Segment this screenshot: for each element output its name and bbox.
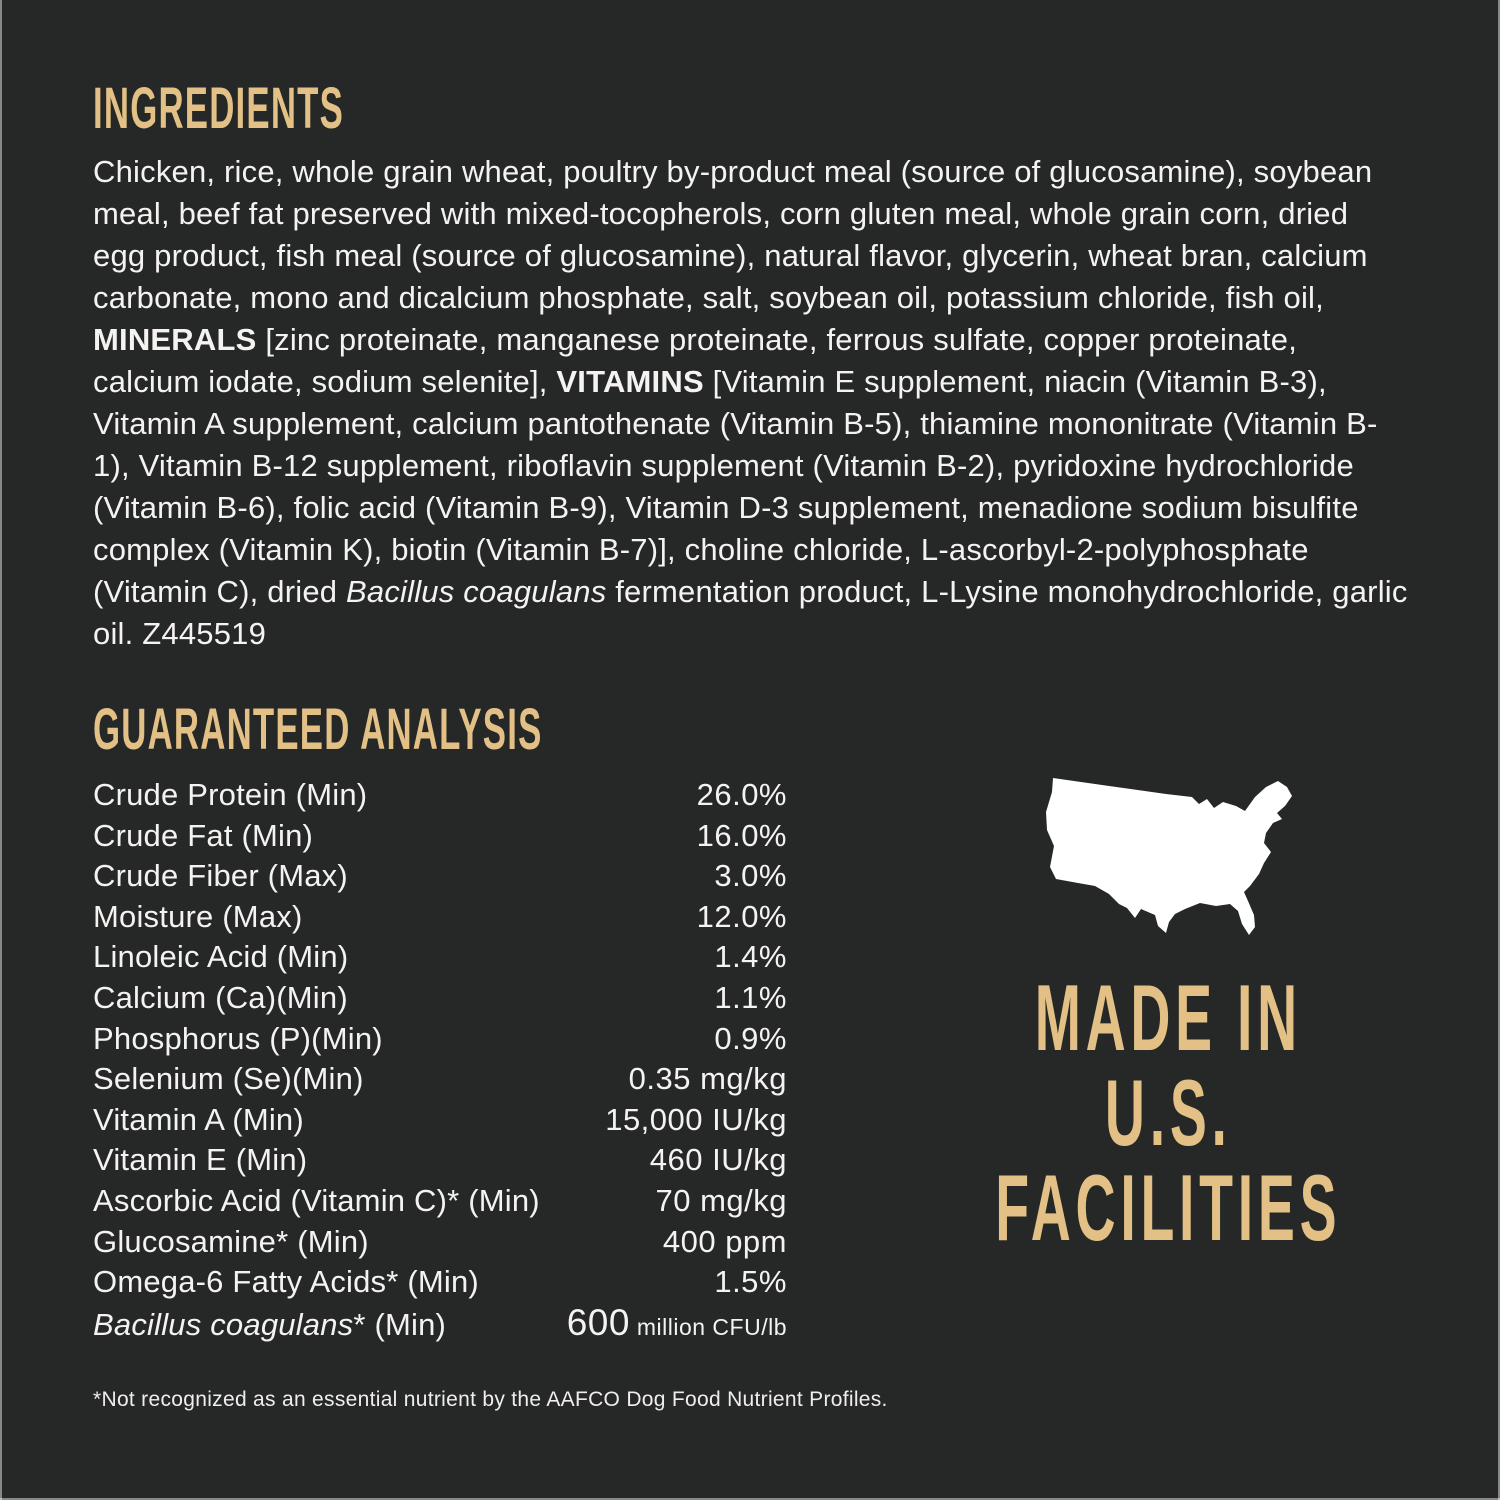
analysis-label: Crude Fat (Min) bbox=[93, 817, 314, 853]
made-in-line3: FACILITIES bbox=[995, 1155, 1342, 1260]
analysis-label: Phosphorus (P)(Min) bbox=[93, 1020, 383, 1056]
analysis-row bbox=[93, 1222, 787, 1263]
analysis-row bbox=[93, 856, 787, 897]
analysis-label: Glucosamine* (Min) bbox=[93, 1223, 369, 1259]
analysis-row bbox=[93, 1262, 787, 1303]
analysis-row bbox=[93, 1303, 787, 1348]
analysis-columns bbox=[93, 775, 1408, 1347]
analysis-row bbox=[93, 816, 787, 857]
analysis-row bbox=[93, 978, 787, 1019]
ingredients-run: fermentation product, L-Lysine monohydrochloride, garlic oil. Z445519 bbox=[93, 574, 1408, 651]
analysis-label: Crude Protein (Min) bbox=[93, 777, 368, 812]
analysis-label: Calcium (Ca)(Min) bbox=[93, 979, 348, 1015]
analysis-row bbox=[93, 1100, 787, 1141]
ingredients-run: [Vitamin E supplement, niacin (Vitamin B-3), Vitamin A supplement, calcium pantothenate (Vitamin B-5), thiamine mononitrate (Vitamin B-1), Vitamin B-12 supplement, riboflavin supplement (Vitamin B-2), pyridoxine hydrochloride (Vitamin B-6), folic acid (Vitamin B-9), Vitamin D-3 supplement, menadione sodium bisulfite complex (Vitamin K), biotin (Vitamin B-7)], choline chloride, L-ascorbyl-2-polyphosphate (Vitamin C), dried bbox=[93, 364, 1378, 609]
analysis-value: 15,000 IU/kg bbox=[605, 1101, 787, 1137]
ingredients-heading: INGREDIENTS bbox=[93, 76, 345, 141]
analysis-row bbox=[93, 897, 787, 938]
analysis-value: 3.0% bbox=[714, 858, 787, 894]
analysis-label: Selenium (Se)(Min) bbox=[93, 1061, 364, 1097]
guaranteed-analysis-table bbox=[93, 775, 787, 1347]
analysis-value: 70 mg/kg bbox=[655, 1182, 787, 1218]
analysis-value-number: 600 bbox=[566, 1301, 630, 1343]
analysis-value: 460 IU/kg bbox=[649, 1142, 787, 1178]
analysis-value: 1.5% bbox=[714, 1264, 787, 1300]
guaranteed-analysis-heading: GUARANTEED ANALYSIS bbox=[93, 697, 543, 762]
ingredients-run: [zinc proteinate, manganese proteinate, ferrous sulfate, copper proteinate, calcium iodate, sodium selenite], bbox=[93, 322, 1298, 399]
analysis-value: 12.0% bbox=[696, 898, 787, 934]
analysis-row bbox=[93, 775, 787, 816]
analysis-value: 0.9% bbox=[714, 1020, 787, 1056]
analysis-row bbox=[93, 1140, 787, 1181]
analysis-label: Omega-6 Fatty Acids* (Min) bbox=[93, 1264, 479, 1300]
usa-map-icon bbox=[1042, 775, 1294, 937]
ingredients-group-name: MINERALS bbox=[93, 322, 257, 357]
analysis-value: 16.0% bbox=[696, 817, 787, 853]
analysis-label: Moisture (Max) bbox=[93, 898, 303, 934]
analysis-value: 1.4% bbox=[714, 939, 787, 975]
ingredients-group-name: VITAMINS bbox=[556, 364, 704, 399]
analysis-value-unit: million CFU/lb bbox=[629, 1313, 787, 1340]
analysis-label: Bacillus coagulans* (Min) bbox=[93, 1306, 447, 1342]
analysis-row bbox=[93, 1181, 787, 1222]
analysis-value: 1.1% bbox=[714, 979, 787, 1015]
analysis-label: Vitamin A (Min) bbox=[93, 1101, 304, 1137]
analysis-value: 400 ppm bbox=[662, 1223, 787, 1259]
analysis-value: 26.0% bbox=[696, 777, 787, 812]
analysis-label: Vitamin E (Min) bbox=[93, 1142, 308, 1178]
analysis-row bbox=[93, 937, 787, 978]
analysis-value bbox=[567, 1303, 787, 1348]
analysis-label: Linoleic Acid (Min) bbox=[93, 939, 349, 975]
analysis-row bbox=[93, 1059, 787, 1100]
analysis-label: Crude Fiber (Max) bbox=[93, 858, 348, 894]
ingredients-species-name: Bacillus coagulans bbox=[346, 574, 607, 609]
aafco-footnote: *Not recognized as an essential nutrient by the AAFCO Dog Food Nutrient Profiles. bbox=[93, 1388, 888, 1412]
analysis-label: Ascorbic Acid (Vitamin C)* (Min) bbox=[93, 1182, 540, 1218]
analysis-row bbox=[93, 1019, 787, 1060]
made-in-line1: MADE IN bbox=[1034, 965, 1302, 1070]
made-in-us-block bbox=[787, 775, 1462, 1260]
analysis-label-italic: Bacillus coagulans bbox=[93, 1306, 354, 1342]
ingredients-text bbox=[93, 151, 1409, 655]
made-in-us-text bbox=[995, 965, 1342, 1260]
ingredients-run: Chicken, rice, whole grain wheat, poultry by-product meal (source of glucosamine), soybean meal, beef fat preserved with mixed-tocopherols, corn gluten meal, whole grain corn, dried egg product, fish meal (source of glucosamine), natural flavor, glycerin, wheat bran, calcium carbonate, mono and dicalcium phosphate, salt, soybean oil, potassium chloride, fish oil, bbox=[93, 154, 1373, 315]
made-in-line2: U.S. bbox=[1104, 1060, 1232, 1165]
analysis-value: 0.35 mg/kg bbox=[628, 1061, 787, 1097]
